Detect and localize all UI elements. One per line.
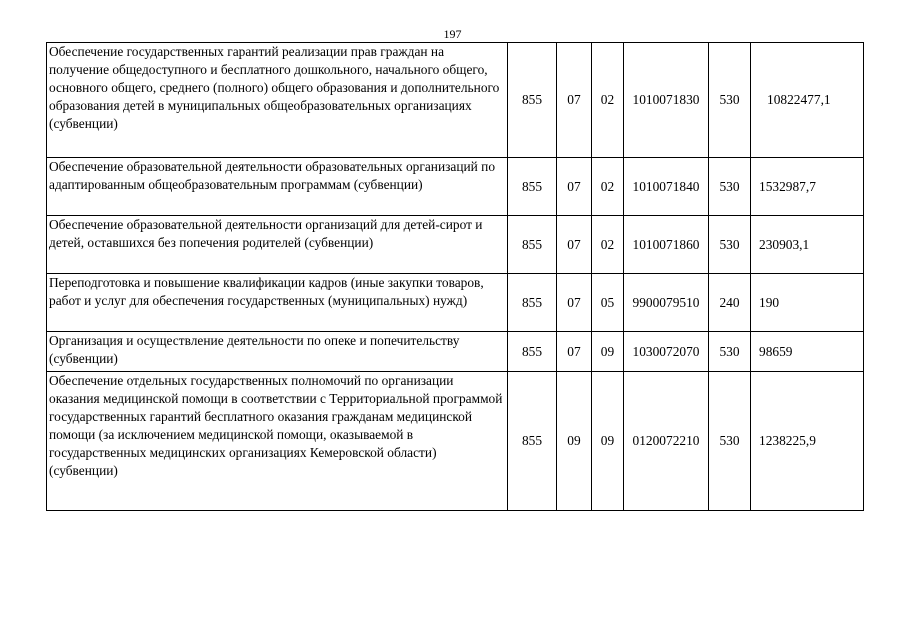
row-subsection: 09 bbox=[592, 332, 624, 372]
row-subsection: 09 bbox=[592, 372, 624, 511]
row-code: 855 bbox=[508, 158, 557, 216]
page-number: 197 bbox=[443, 27, 462, 41]
row-subsection: 05 bbox=[592, 274, 624, 332]
row-expense-type: 530 bbox=[709, 372, 751, 511]
row-amount: 1238225,9 bbox=[751, 372, 864, 511]
row-expense-type: 530 bbox=[709, 43, 751, 158]
table-row bbox=[47, 216, 864, 274]
row-amount: 1532987,7 bbox=[751, 158, 864, 216]
row-expense-type: 530 bbox=[709, 216, 751, 274]
row-section: 07 bbox=[557, 158, 592, 216]
row-description: Обеспечение отдельных государственных полномочий по организации оказания медицинской помощи в соответствии с Территориальной программой государственных гарантий бесплатного оказания гражданам медицинской помощи (за исключением медицинской помощи, оказываемой в государственных медицинских организациях Кемеровской области) (субвенции) bbox=[47, 372, 508, 511]
row-target-article: 1010071830 bbox=[624, 43, 709, 158]
table-row bbox=[47, 372, 864, 511]
row-section: 07 bbox=[557, 216, 592, 274]
row-amount: 98659 bbox=[751, 332, 864, 372]
row-target-article: 9900079510 bbox=[624, 274, 709, 332]
row-description: Обеспечение государственных гарантий реализации прав граждан на получение общедоступного и бесплатного дошкольного, начального общего, основного общего, среднего (полного) общего образования и дополнительного образования детей в муниципальных общеобразовательных организациях (субвенции) bbox=[47, 43, 508, 158]
row-amount: 10822477,1 bbox=[751, 43, 864, 158]
row-expense-type: 530 bbox=[709, 158, 751, 216]
row-description: Обеспечение образовательной деятельности организаций для детей-сирот и детей, оставшихся без попечения родителей (субвенции) bbox=[47, 216, 508, 274]
row-amount: 190 bbox=[751, 274, 864, 332]
row-section: 09 bbox=[557, 372, 592, 511]
row-code: 855 bbox=[508, 372, 557, 511]
row-code: 855 bbox=[508, 43, 557, 158]
row-expense-type: 240 bbox=[709, 274, 751, 332]
row-section: 07 bbox=[557, 332, 592, 372]
row-code: 855 bbox=[508, 274, 557, 332]
row-description: Организация и осуществление деятельности по опеке и попечительству (субвенции) bbox=[47, 332, 508, 372]
row-expense-type: 530 bbox=[709, 332, 751, 372]
budget-table bbox=[46, 42, 864, 511]
table-row bbox=[47, 274, 864, 332]
row-section: 07 bbox=[557, 274, 592, 332]
row-subsection: 02 bbox=[592, 158, 624, 216]
row-code: 855 bbox=[508, 332, 557, 372]
row-target-article: 1010071860 bbox=[624, 216, 709, 274]
table-row bbox=[47, 43, 864, 158]
row-subsection: 02 bbox=[592, 216, 624, 274]
row-target-article: 1030072070 bbox=[624, 332, 709, 372]
row-amount: 230903,1 bbox=[751, 216, 864, 274]
row-target-article: 0120072210 bbox=[624, 372, 709, 511]
row-code: 855 bbox=[508, 216, 557, 274]
table-row bbox=[47, 158, 864, 216]
row-section: 07 bbox=[557, 43, 592, 158]
row-subsection: 02 bbox=[592, 43, 624, 158]
row-target-article: 1010071840 bbox=[624, 158, 709, 216]
row-description: Переподготовка и повышение квалификации кадров (иные закупки товаров, работ и услуг для обеспечения государственных (муниципальных) нужд) bbox=[47, 274, 508, 332]
table-row bbox=[47, 332, 864, 372]
row-description: Обеспечение образовательной деятельности образовательных организаций по адаптированным общеобразовательным программам (субвенции) bbox=[47, 158, 508, 216]
